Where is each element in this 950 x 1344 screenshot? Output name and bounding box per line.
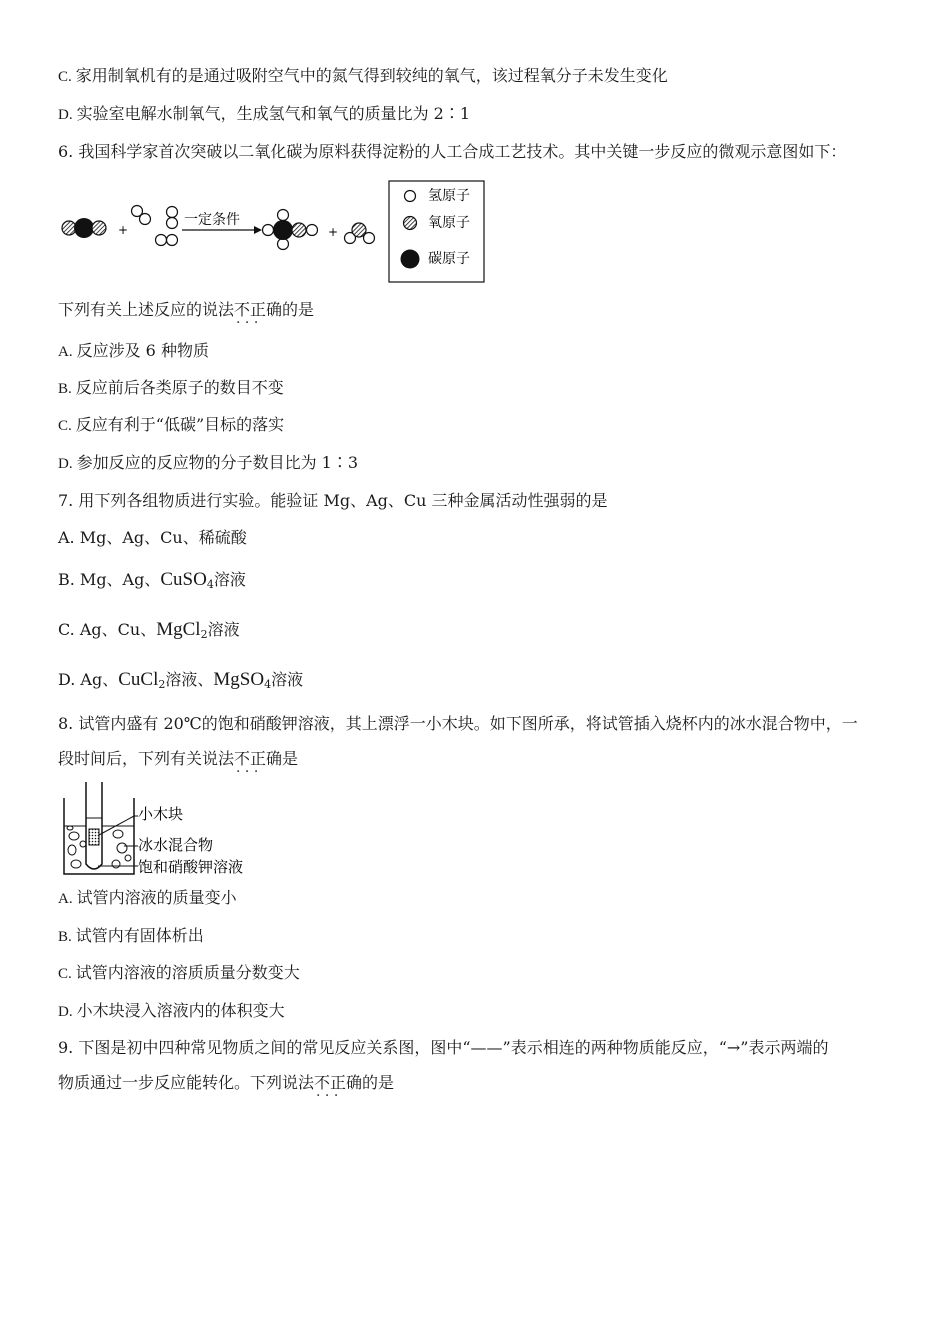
- emphasis-not-correct: 不正确 · · ·: [234, 300, 282, 320]
- q6-option-c: C. 反应有利于“低碳”目标的落实: [58, 415, 285, 434]
- oxygen-atom-icon: [404, 217, 417, 230]
- q6-option-d: D. 参加反应的反应物的分子数目比为 1∶3: [58, 453, 359, 472]
- label-saturated-solution: 饱和硝酸钾溶液: [138, 858, 244, 876]
- label-ice-water: 冰水混合物: [138, 836, 214, 854]
- h2-molecules: [132, 206, 178, 246]
- methanol-molecule: [263, 210, 318, 250]
- q5-option-d: D. 实验室电解水制氧气，生成氢气和氧气的质量比为 2∶1: [58, 104, 471, 123]
- water-molecule: [345, 223, 375, 244]
- co2-molecule: [62, 218, 106, 238]
- q8-beaker-diagram: [58, 780, 268, 880]
- q7-option-a: A. Mg、Ag、Cu、稀硫酸: [58, 528, 247, 547]
- q6-stem: 6. 我国科学家首次突破以二氧化碳为原料获得淀粉的人工合成工艺技术。其中关键一步反应的微观示意图如下：: [58, 142, 847, 161]
- legend-hydrogen: 氢原子: [428, 188, 470, 204]
- legend-oxygen: 氧原子: [428, 215, 470, 231]
- q5-option-c: C. 家用制氧机有的是通过吸附空气中的氮气得到较纯的氧气，该过程氧分子未发生变化: [58, 66, 668, 85]
- emphasis-not-correct: 不正确 · · ·: [314, 1073, 362, 1093]
- plus-sign-2: +: [328, 225, 339, 239]
- q9-stem-line1: 9. 下图是初中四种常见物质之间的常见反应关系图，图中“——”表示相连的两种物质能反应，“→”表示两端的: [58, 1038, 829, 1057]
- q8-option-d: D. 小木块浸入溶液内的体积变大: [58, 1001, 285, 1020]
- hydrogen-atom-icon: [405, 191, 416, 202]
- q6-option-b: B. 反应前后各类原子的数目不变: [58, 378, 284, 397]
- q6-reaction-diagram: [58, 178, 498, 288]
- q8-stem-line1: 8. 试管内盛有 20℃的饱和硝酸钾溶液，其上漂浮一小木块。如下图所承，将试管插入烧杯内的冰水混合物中，一: [58, 714, 858, 733]
- q6-question: 下列有关上述反应的说法不正确 · · ·的是: [58, 300, 314, 320]
- label-wood-block: 小木块: [138, 805, 184, 823]
- plus-sign-1: +: [118, 223, 129, 237]
- q8-option-c: C. 试管内溶液的溶质质量分数变大: [58, 963, 300, 982]
- q9-stem-line2: 物质通过一步反应能转化。下列说法不正确 · · ·的是: [58, 1073, 394, 1093]
- emphasis-not-correct: 不正确 · · ·: [234, 749, 282, 769]
- q7-option-d: D. Ag、CuCl$_2$溶液、MgSO$_4$溶液: [58, 669, 304, 691]
- test-tube: [86, 782, 102, 869]
- q7-option-b: B. Mg、Ag、CuSO$_4$溶液: [58, 569, 246, 591]
- q7-stem: 7. 用下列各组物质进行实验。能验证 Mg、Ag、Cu 三种金属活动性强弱的是: [58, 491, 608, 510]
- q6-option-a: A. 反应涉及 6 种物质: [58, 341, 209, 360]
- arrow-label: 一定条件: [184, 212, 240, 228]
- q8-option-b: B. 试管内有固体析出: [58, 926, 204, 945]
- q8-option-a: A. 试管内溶液的质量变小: [58, 888, 237, 907]
- legend-carbon: 碳原子: [428, 251, 470, 267]
- q8-stem-line2: 段时间后，下列有关说法不正确 · · ·是: [58, 749, 298, 769]
- q7-option-c: C. Ag、Cu、MgCl$_2$溶液: [58, 619, 240, 641]
- carbon-atom-icon: [401, 250, 420, 269]
- wood-block: [89, 829, 99, 845]
